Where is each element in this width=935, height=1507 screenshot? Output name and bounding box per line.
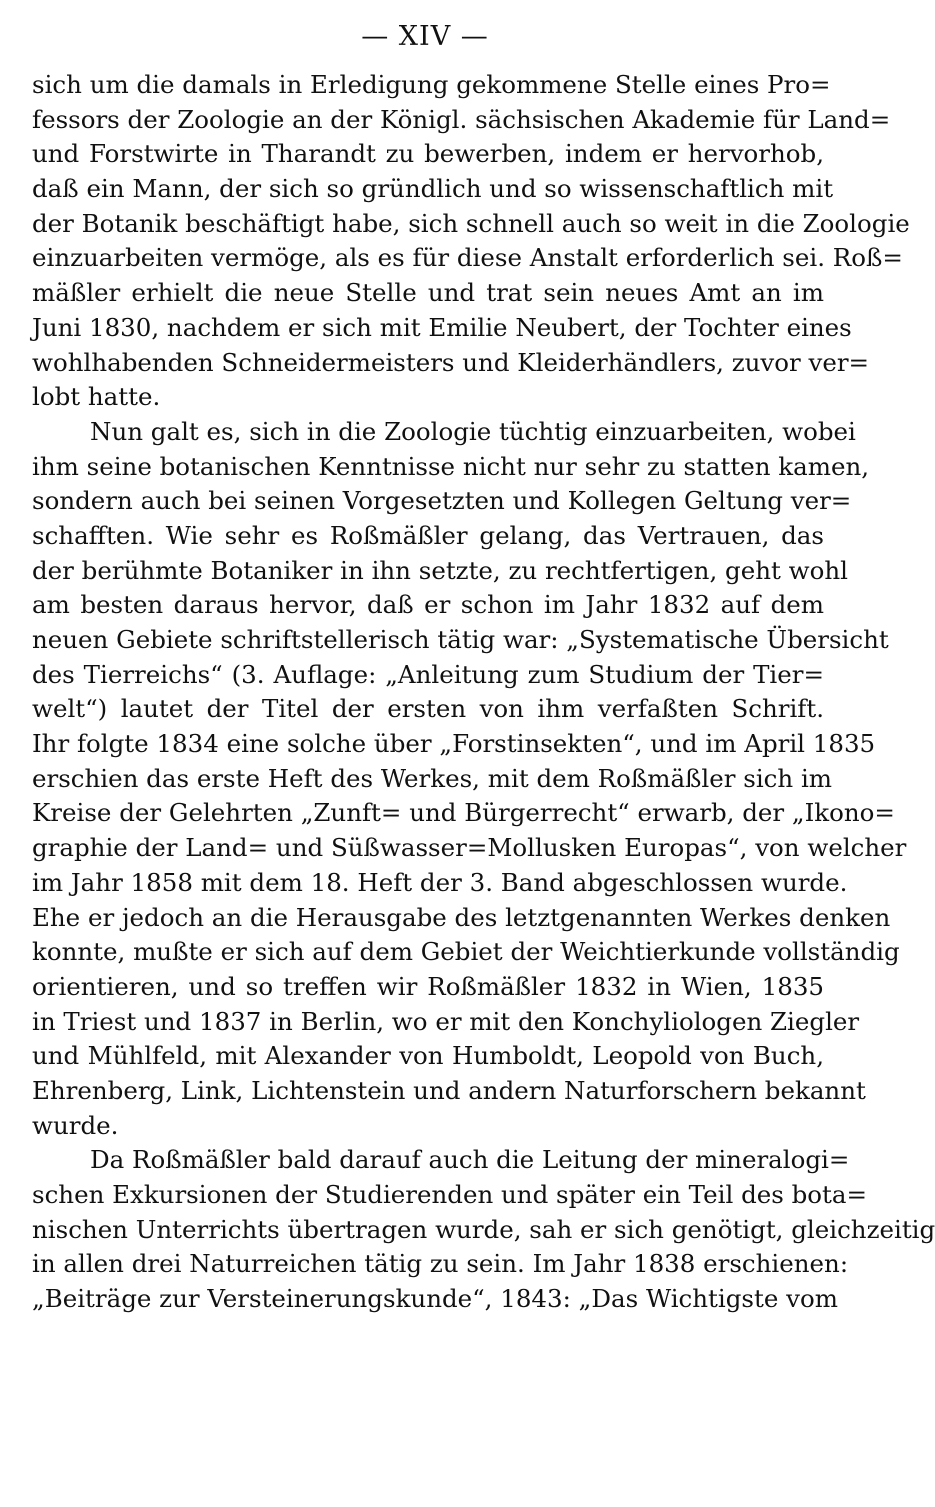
- text-line: der Botanik beschäftigt habe, sich schnell auch so weit in die Zoologie: [32, 208, 910, 238]
- text-line: des Tierreichs“ (3. Auflage: „Anleitung zum Studium der Tier=: [32, 659, 824, 689]
- text-line: graphie der Land= und Süßwasser=Mollusken Europas“, von welcher: [32, 833, 907, 863]
- text-line: und Mühlfeld, mit Alexander von Humboldt, Leopold von Buch,: [32, 1041, 824, 1071]
- text-line: „Beiträge zur Versteinerungskunde“, 1843: „Das Wichtigste vom: [32, 1284, 838, 1314]
- text-line: der berühmte Botaniker in ihn setzte, zu rechtfertigen, geht wohl: [32, 555, 848, 585]
- text-line: sich um die damals in Erledigung gekommene Stelle eines Pro=: [32, 70, 831, 99]
- text-line: lobt hatte.: [32, 382, 161, 412]
- text-line: in Triest und 1837 in Berlin, wo er mit den Konchyliologen Ziegler: [32, 1006, 860, 1036]
- text-line: daß ein Mann, der sich so gründlich und so wissenschaftlich mit: [32, 174, 834, 204]
- text-line: neuen Gebiete schriftstellerisch tätig war: „Systematische Übersicht: [32, 625, 889, 654]
- text-line: erschien das erste Heft des Werkes, mit dem Roßmäßler sich im: [32, 763, 833, 793]
- text-line: Nun galt es, sich in die Zoologie tüchtig einzuarbeiten, wobei: [90, 416, 856, 446]
- page-number: — XIV —: [361, 21, 489, 52]
- text-line: Juni 1830, nachdem er sich mit Emilie Neubert, der Tochter eines: [32, 312, 852, 342]
- body-text: [32, 68, 935, 1317]
- text-line: konnte, mußte er sich auf dem Gebiet der Weichtierkunde vollständig: [32, 937, 900, 967]
- text-line: wurde.: [32, 1110, 119, 1140]
- text-line: ihm seine botanischen Kenntnisse nicht nur sehr zu statten kamen,: [32, 451, 870, 481]
- text-line: Ehe er jedoch an die Herausgabe des letztgenannten Werkes denken: [32, 902, 891, 932]
- text-line: und Forstwirte in Tharandt zu bewerben, indem er hervorhob,: [32, 139, 824, 169]
- text-line: sondern auch bei seinen Vorgesetzten und Kollegen Geltung ver=: [32, 486, 852, 516]
- text-line: welt“) lautet der Titel der ersten von ihm verfaßten Schrift.: [32, 694, 824, 724]
- text-line: einzuarbeiten vermöge, als es für diese Anstalt erforderlich sei. Roß=: [32, 243, 903, 273]
- text-line: wohlhabenden Schneidermeisters und Kleiderhändlers, zuvor ver=: [32, 347, 870, 377]
- text-line: schafften. Wie sehr es Roßmäßler gelang, das Vertrauen, das: [32, 520, 824, 550]
- text-line: orientieren, und so treffen wir Roßmäßler 1832 in Wien, 1835: [32, 971, 824, 1001]
- text-line: nischen Unterrichts übertragen wurde, sah er sich genötigt, gleichzeitig: [32, 1214, 935, 1244]
- text-line: in allen drei Naturreichen tätig zu sein. Im Jahr 1838 erschienen:: [32, 1249, 849, 1279]
- text-line: fessors der Zoologie an der Königl. sächsischen Akademie für Land=: [32, 104, 891, 134]
- text-line: Ehrenberg, Link, Lichtenstein und andern Naturforschern bekannt: [32, 1075, 866, 1105]
- text-line: im Jahr 1858 mit dem 18. Heft der 3. Band abgeschlossen wurde.: [32, 867, 848, 897]
- text-line: Ihr folgte 1834 eine solche über „Forstinsekten“, und im April 1835: [32, 729, 876, 759]
- text-line: schen Exkursionen der Studierenden und später ein Teil des bota=: [32, 1180, 868, 1209]
- text-line: Kreise der Gelehrten „Zunft= und Bürgerrecht“ erwarb, der „Ikono=: [32, 798, 895, 828]
- text-line: mäßler erhielt die neue Stelle und trat sein neues Amt an im: [32, 278, 824, 308]
- text-line: am besten daraus hervor, daß er schon im Jahr 1832 auf dem: [32, 590, 824, 620]
- text-line: Da Roßmäßler bald darauf auch die Leitung der mineralogi=: [90, 1145, 850, 1175]
